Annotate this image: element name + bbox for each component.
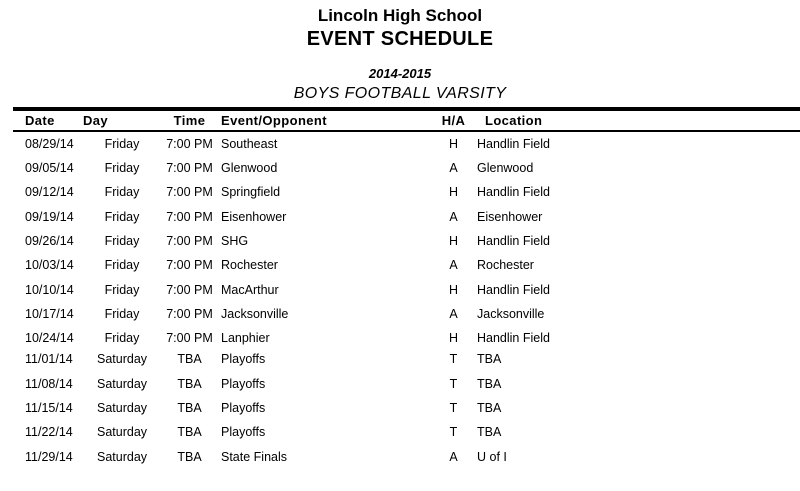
table-row [13,396,800,420]
cell-home-away: T [449,376,458,391]
cell-date: 09/05/14 [25,161,74,176]
cell-location: Eisenhower [477,209,543,224]
cell-date: 09/26/14 [25,234,74,249]
cell-date: 11/29/14 [25,449,73,464]
cell-day: Friday [104,136,140,151]
cell-date: 10/10/14 [25,282,74,297]
cell-time: 7:00 PM [166,136,213,151]
cell-event-opponent: Playoffs [221,376,266,391]
cell-home-away: H [448,234,459,249]
cell-location: Handlin Field [477,185,550,200]
column-header-location: Location [485,112,543,128]
cell-day: Friday [104,258,140,273]
cell-time: TBA [177,376,202,391]
cell-date: 09/19/14 [25,209,74,224]
cell-location: Jacksonville [477,307,545,322]
cell-day: Friday [104,307,140,322]
cell-day: Friday [104,209,140,224]
cell-day: Saturday [96,352,148,367]
cell-event-opponent: Southeast [221,136,278,151]
cell-day: Friday [104,234,140,249]
cell-day: Saturday [96,401,148,416]
schedule-table [13,111,800,469]
cell-location: TBA [477,425,502,440]
cell-home-away: H [448,282,459,297]
cell-event-opponent: Lanphier [221,331,270,346]
cell-home-away: T [449,401,458,416]
cell-date: 08/29/14 [25,136,74,151]
cell-event-opponent: Playoffs [221,352,266,367]
cell-location: TBA [477,352,502,367]
table-row [13,253,800,277]
cell-event-opponent: State Finals [221,449,288,464]
season-subtitle: 2014-2015 [368,66,432,82]
cell-home-away: T [449,425,458,440]
cell-home-away: A [449,161,458,176]
cell-location: TBA [477,376,502,391]
cell-event-opponent: Playoffs [221,425,266,440]
cell-location: TBA [477,401,502,416]
column-header-time: Time [173,112,206,128]
cell-time: 7:00 PM [166,161,213,176]
event-schedule-document [0,6,800,491]
cell-date: 10/24/14 [25,331,74,346]
cell-home-away: H [448,136,459,151]
cell-location: Handlin Field [477,136,550,151]
cell-time: 7:00 PM [166,258,213,273]
table-row [13,302,800,326]
cell-date: 11/15/14 [25,401,73,416]
cell-time: 7:00 PM [166,234,213,249]
cell-event-opponent: Jacksonville [221,307,289,322]
table-row [13,180,800,204]
cell-date: 10/03/14 [25,258,74,273]
cell-date: 11/01/14 [25,352,73,367]
cell-location: Handlin Field [477,234,550,249]
cell-time: TBA [177,401,202,416]
cell-date: 11/22/14 [25,425,73,440]
cell-time: TBA [177,449,202,464]
school-name-title: Lincoln High School [317,6,483,25]
cell-time: 7:00 PM [166,331,213,346]
cell-home-away: A [449,449,458,464]
cell-day: Friday [104,282,140,297]
cell-event-opponent: Playoffs [221,401,266,416]
table-header-row [13,111,800,130]
document-title: EVENT SCHEDULE [306,28,494,51]
table-row [13,347,800,371]
cell-home-away: A [449,258,458,273]
cell-date: 09/12/14 [25,185,74,200]
cell-event-opponent: Rochester [221,258,278,273]
cell-event-opponent: SHG [221,234,249,249]
cell-time: 7:00 PM [166,185,213,200]
cell-event-opponent: Eisenhower [221,209,287,224]
cell-location: Handlin Field [477,331,550,346]
cell-day: Saturday [96,425,148,440]
column-header-event-opponent: Event/Opponent [221,112,327,128]
cell-day: Friday [104,185,140,200]
cell-date: 11/08/14 [25,376,73,391]
table-row [13,445,800,469]
cell-location: Glenwood [477,161,534,176]
cell-location: Rochester [477,258,534,273]
cell-location: Handlin Field [477,282,550,297]
table-body [13,132,800,469]
team-subtitle: BOYS FOOTBALL VARSITY [293,84,507,102]
cell-event-opponent: Springfield [221,185,281,200]
cell-location: U of I [477,449,507,464]
cell-day: Saturday [96,376,148,391]
cell-date: 10/17/14 [25,307,74,322]
cell-home-away: H [448,331,459,346]
cell-time: 7:00 PM [166,209,213,224]
title-block [0,6,800,103]
cell-day: Saturday [96,449,148,464]
cell-home-away: T [449,352,458,367]
cell-time: TBA [177,425,202,440]
table-row [13,278,800,302]
cell-time: 7:00 PM [166,307,213,322]
table-row [13,229,800,253]
cell-home-away: H [448,185,459,200]
cell-time: 7:00 PM [166,282,213,297]
column-header-day: Day [83,112,109,128]
cell-time: TBA [177,352,202,367]
cell-event-opponent: Glenwood [221,161,278,176]
cell-home-away: A [449,209,458,224]
cell-day: Friday [104,331,140,346]
cell-event-opponent: MacArthur [221,282,279,297]
column-header-date: Date [25,112,55,128]
table-row [13,205,800,229]
column-header-home-away: H/A [441,112,466,128]
table-row [13,156,800,180]
cell-day: Friday [104,161,140,176]
table-row [13,132,800,156]
table-row [13,372,800,396]
table-row [13,420,800,444]
cell-home-away: A [449,307,458,322]
